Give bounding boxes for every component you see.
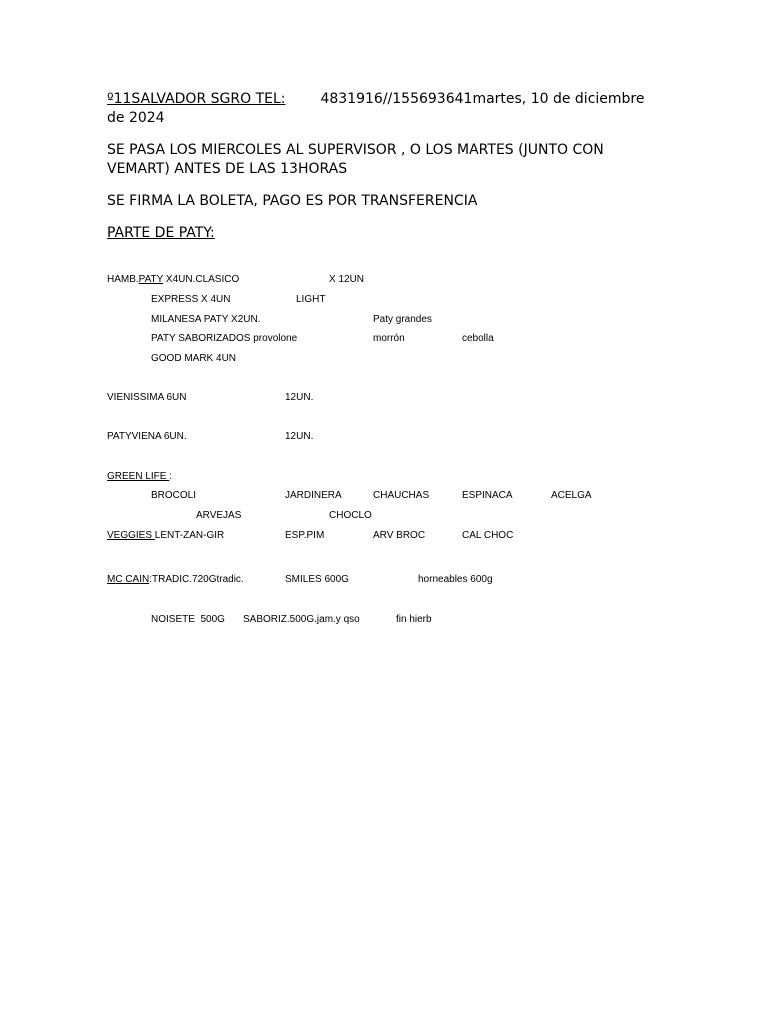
item-cebolla: cebolla — [462, 333, 494, 344]
item-fin-hierb: fin hierb — [396, 614, 432, 625]
item-hamb-qty: X 12UN — [329, 274, 365, 285]
instruction-line-1: SE PASA LOS MIERCOLES AL SUPERVISOR , O LOS MARTES (JUNTO CON VEMART) ANTES DE LAS 13HORAS — [107, 142, 604, 177]
item-express: EXPRESS X 4UN — [151, 294, 231, 305]
green-life-heading: GREEN LIFE : — [107, 471, 173, 482]
item-smiles: SMILES 600G — [285, 574, 349, 585]
phone-numbers: 4831916//155693641 — [320, 91, 473, 107]
item-milanesa: MILANESA PATY X2UN. — [151, 314, 261, 325]
item-patyviena-qty: 12UN. — [285, 431, 314, 442]
paty-brand: PATY — [138, 274, 164, 285]
item-paty-grandes: Paty grandes — [373, 314, 432, 325]
item-arv-broc: ARV BROC — [373, 530, 426, 541]
header-line — [107, 90, 663, 128]
item-acelga: ACELGA — [551, 490, 592, 501]
veggies-heading: VEGGIES LENT-ZAN-GIR — [107, 530, 225, 541]
item-arvejas: ARVEJAS — [196, 510, 242, 521]
item-cal-choc: CAL CHOC — [462, 530, 514, 541]
instruction-line-2: SE FIRMA LA BOLETA, PAGO ES POR TRANSFERENCIA — [107, 193, 478, 209]
item-hamb: HAMB.PATY X4UN.CLASICO — [107, 274, 240, 285]
document-date: martes, 10 de diciembre de 2024 — [107, 91, 645, 126]
item-horneables: horneables 600g — [418, 574, 493, 585]
item-morron: morrón — [373, 333, 405, 344]
item-noisete: NOISETE 500G — [151, 614, 225, 625]
item-goodmark: GOOD MARK 4UN — [151, 353, 237, 364]
item-chauchas: CHAUCHAS — [373, 490, 430, 501]
item-esp-pim: ESP.PIM — [285, 530, 325, 541]
item-jardinera: JARDINERA — [285, 490, 342, 501]
item-espinaca: ESPINACA — [462, 490, 513, 501]
mc-cain-heading: MC CAIN:TRADIC.720Gtradic. — [107, 574, 244, 585]
item-brocoli: BROCOLI — [151, 490, 197, 501]
contact-name: º11SALVADOR SGRO TEL: — [107, 91, 286, 107]
item-saborizados: PATY SABORIZADOS provolone — [151, 333, 298, 344]
item-choclo: CHOCLO — [329, 510, 372, 521]
item-vienissima-qty: 12UN. — [285, 392, 314, 403]
item-patyviena: PATYVIENA 6UN. — [107, 431, 187, 442]
section-title: PARTE DE PATY: — [107, 225, 215, 241]
item-saboriz: SABORIZ.500G.jam.y qso — [243, 614, 360, 625]
item-light: LIGHT — [296, 294, 326, 305]
item-vienissima: VIENISSIMA 6UN — [107, 392, 187, 403]
